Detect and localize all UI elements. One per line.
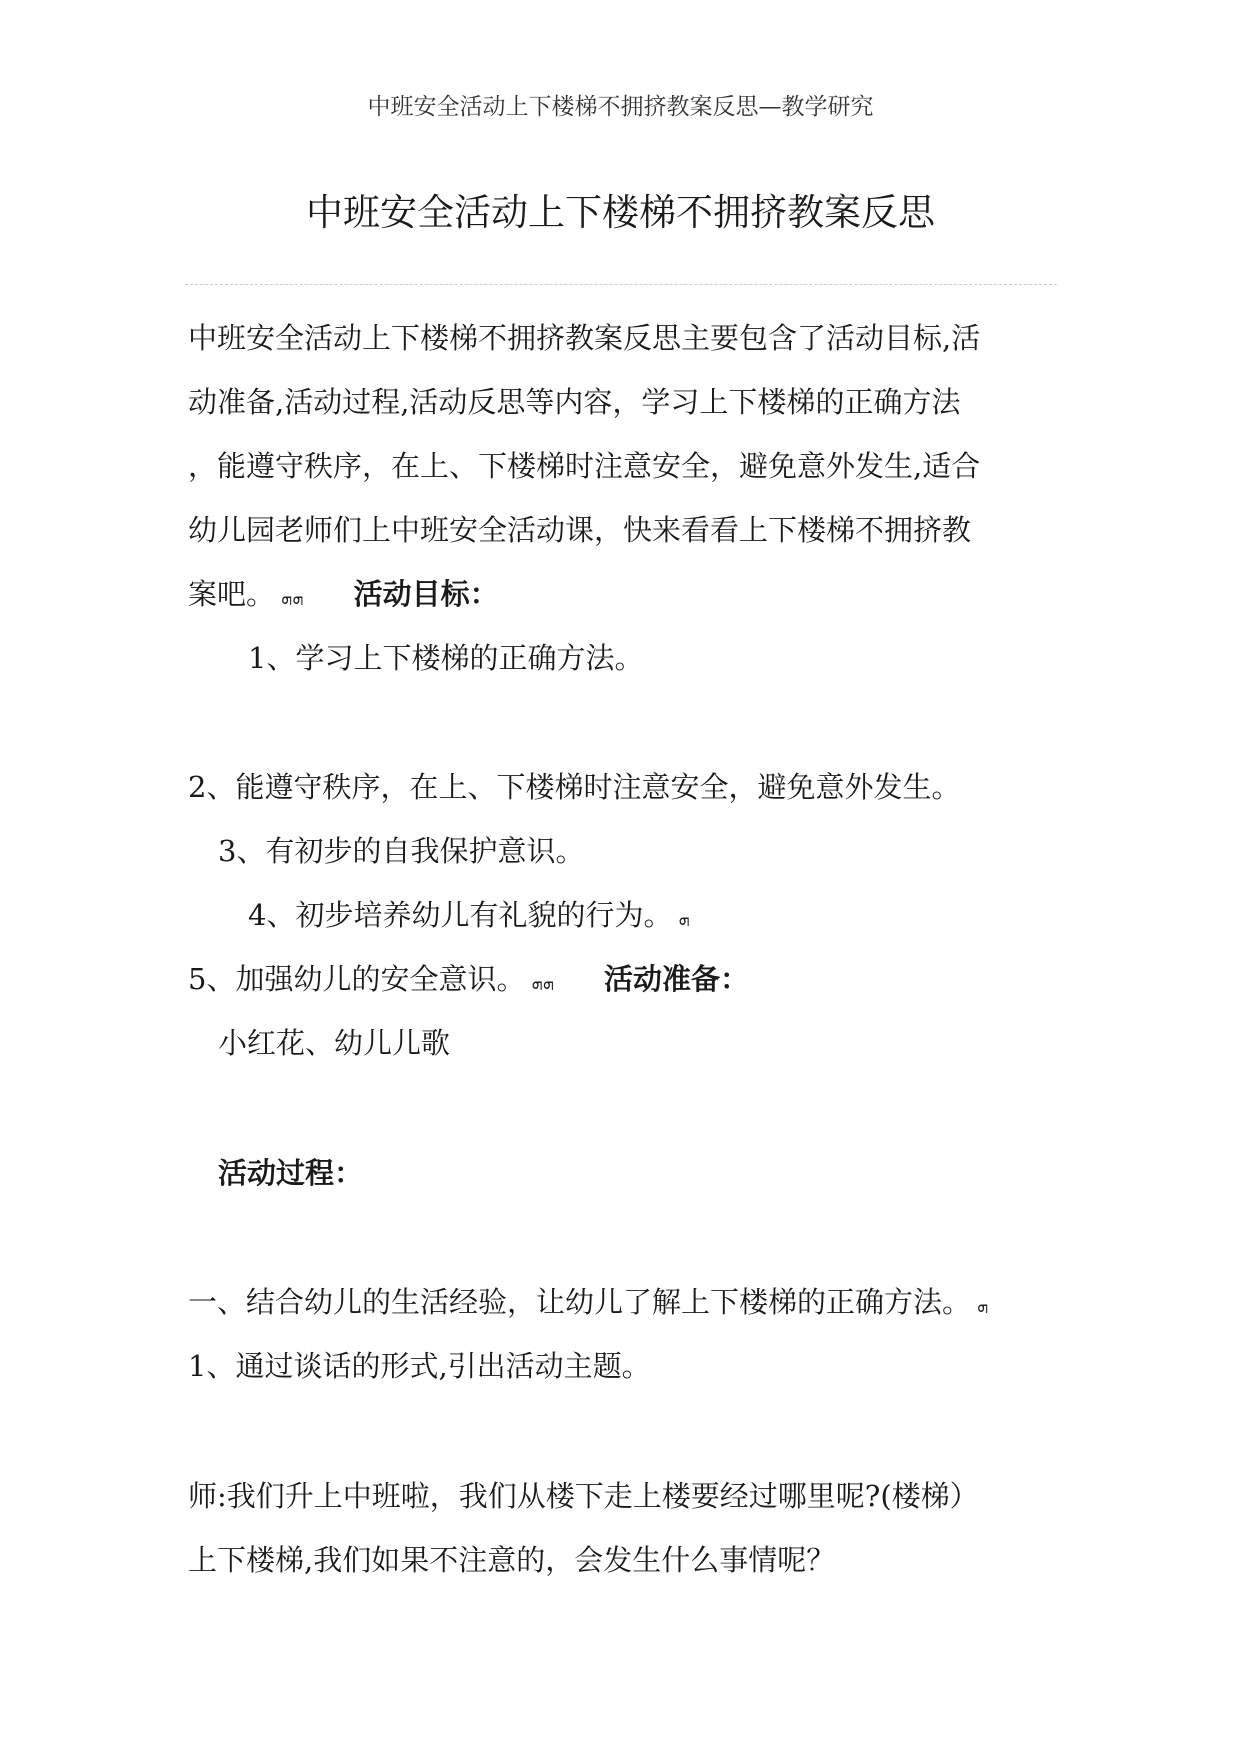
- goal-item-5-text: 5、加强幼儿的安全意识。: [188, 962, 526, 996]
- goal-item-3: 3、有初步的自我保护意识。: [218, 834, 585, 868]
- goals-heading: 活动目标：: [353, 577, 499, 611]
- intro-line-1: 中班安全活动上下楼梯不拥挤教案反思主要包含了活动目标,活: [188, 321, 981, 355]
- paragraph-mark: ܗ: [977, 1296, 989, 1317]
- intro-line-3: ，能遵守秩序，在上、下楼梯时注意安全，避免意外发生,适合: [188, 449, 981, 483]
- intro-line-2: 动准备,活动过程,活动反思等内容，学习上下楼梯的正确方法: [188, 385, 961, 419]
- process-step-1: [188, 1284, 988, 1325]
- paragraph-mark: ܗܗ: [281, 588, 304, 609]
- goal-item-4-text: 4、初步培养幼儿有礼貌的行为。: [248, 898, 673, 932]
- prep-content: 小红花、幼儿儿歌: [218, 1026, 451, 1060]
- goal-item-5: [188, 961, 749, 1002]
- intro-line-5-text: 案吧。: [188, 577, 276, 611]
- process-step-1-text: 一、结合幼儿的生活经验，让幼儿了解上下楼梯的正确方法。: [188, 1285, 972, 1319]
- goal-item-2: 2、能遵守秩序，在上、下楼梯时注意安全，避免意外发生。: [188, 770, 961, 804]
- goal-item-1: 1、学习上下楼梯的正确方法。: [248, 641, 644, 675]
- intro-line-5: [188, 576, 499, 617]
- goal-item-4: [248, 897, 690, 938]
- dialog-line-2: 上下楼梯,我们如果不注意的，会发生什么事情呢？: [188, 1543, 836, 1577]
- document-header: 中班安全活动上下楼梯不拥挤教案反思—教学研究: [367, 94, 874, 120]
- process-heading: 活动过程：: [218, 1156, 364, 1190]
- process-step-1-1: 1、通过谈话的形式,引出活动主题。: [188, 1349, 651, 1383]
- paragraph-mark: ܗܗ: [531, 973, 554, 994]
- prep-heading: 活动准备：: [604, 962, 750, 996]
- dialog-line-1: 师:我们升上中班啦，我们从楼下走上楼要经过哪里呢?(楼梯）: [188, 1479, 979, 1513]
- title-divider: [185, 284, 1057, 285]
- document-title: 中班安全活动上下楼梯不拥挤教案反思: [306, 191, 935, 234]
- intro-line-4: 幼儿园老师们上中班安全活动课，快来看看上下楼梯不拥挤教: [188, 513, 972, 547]
- paragraph-mark: ܗ: [678, 909, 690, 930]
